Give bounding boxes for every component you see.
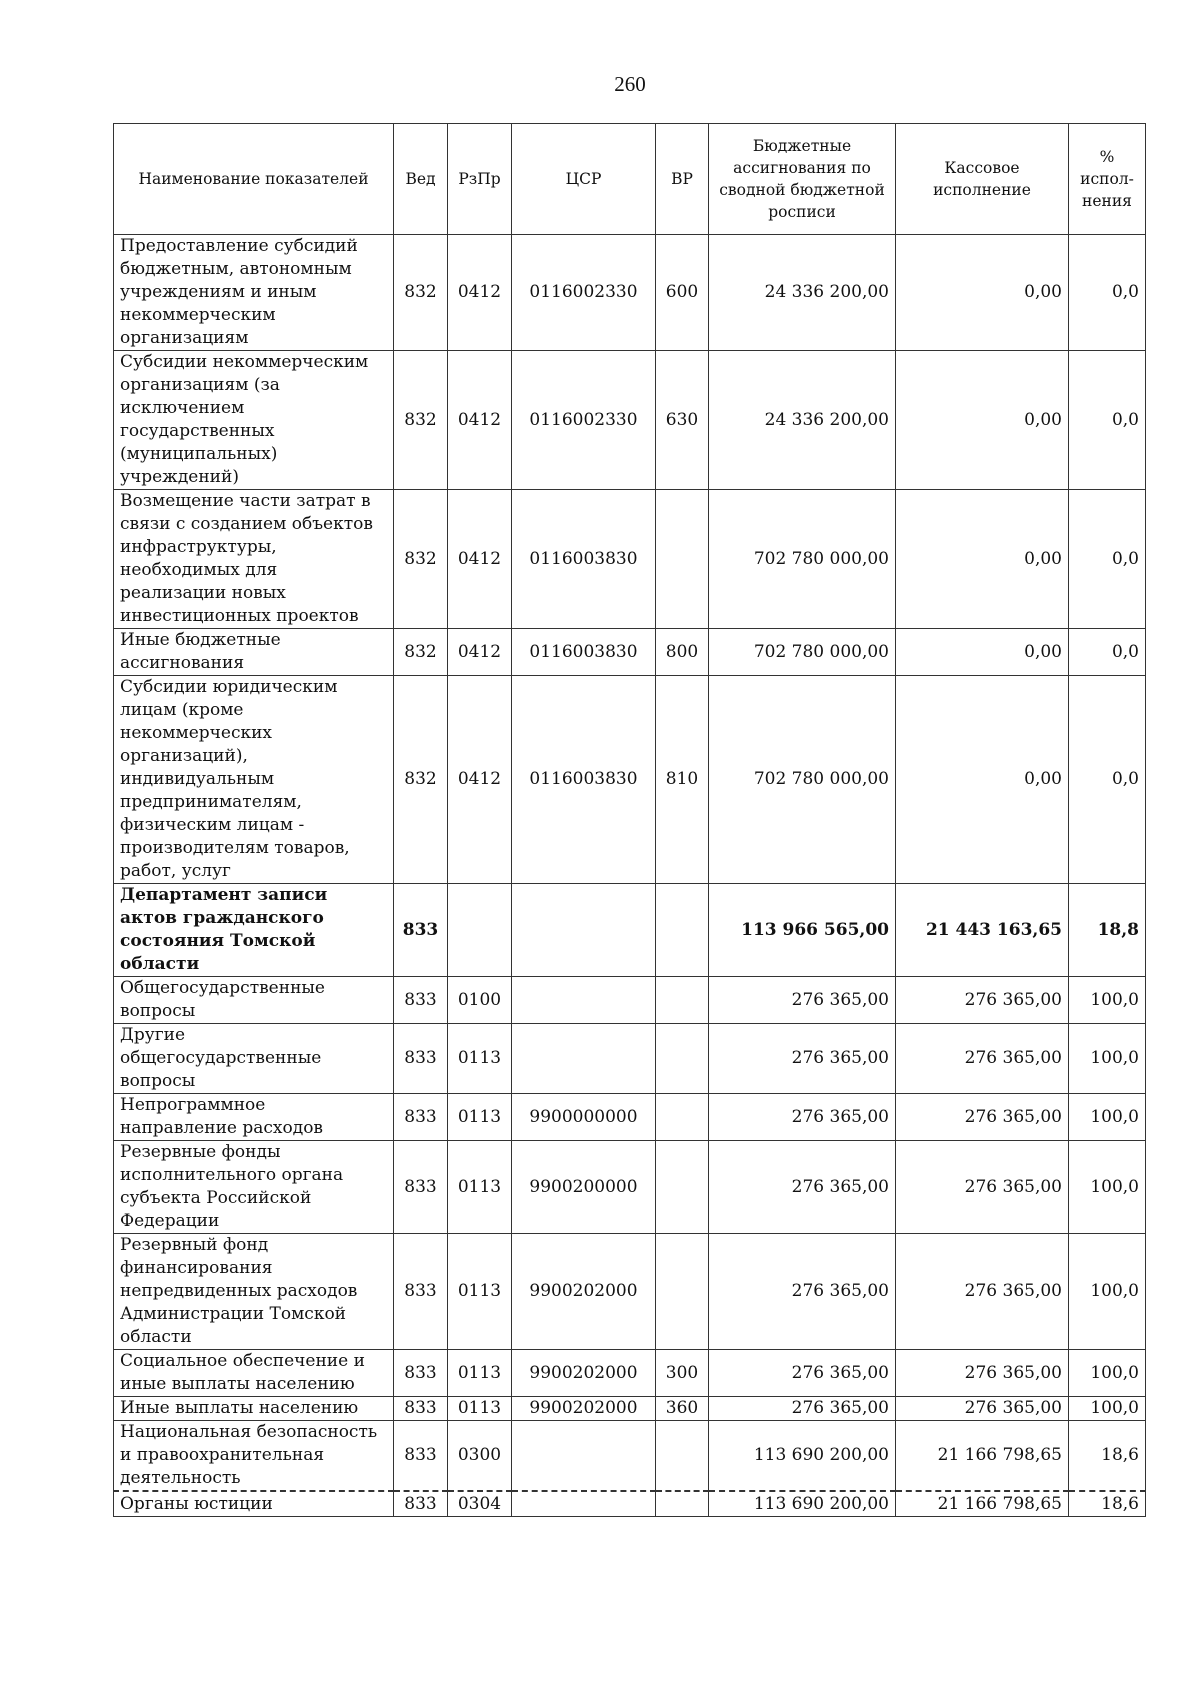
cell-csr <box>512 977 656 1024</box>
table-row <box>114 1234 1146 1350</box>
cell-cash: 21 166 798,65 <box>896 1421 1069 1492</box>
cell-name: Возмещение части затрат в связи с созданием объектов инфраструктуры, необходимых для реализации новых инвестиционных проектов <box>114 490 394 629</box>
table-row <box>114 351 1146 490</box>
cell-percent: 18,6 <box>1069 1491 1146 1517</box>
table-row <box>114 1094 1146 1141</box>
cell-name: Общегосударственные вопросы <box>114 977 394 1024</box>
cell-vr <box>656 1024 709 1094</box>
cell-percent: 0,0 <box>1069 351 1146 490</box>
cell-percent: 0,0 <box>1069 676 1146 884</box>
cell-name: Национальная безопасность и правоохранительная деятельность <box>114 1421 394 1492</box>
cell-vr: 630 <box>656 351 709 490</box>
cell-rzpr: 0412 <box>448 629 512 676</box>
cell-budget: 24 336 200,00 <box>709 235 896 351</box>
cell-csr: 0116003830 <box>512 676 656 884</box>
cell-rzpr: 0100 <box>448 977 512 1024</box>
page-number: 260 <box>614 72 646 96</box>
cell-name: Органы юстиции <box>114 1491 394 1517</box>
cell-name: Субсидии юридическим лицам (кроме некоммерческих организаций), индивидуальным предпринимателям, физическим лицам - производителям товаров, работ, услуг <box>114 676 394 884</box>
cell-budget: 702 780 000,00 <box>709 676 896 884</box>
cell-ved: 832 <box>394 235 448 351</box>
cell-ved: 833 <box>394 1141 448 1234</box>
table-row <box>114 977 1146 1024</box>
cell-cash: 0,00 <box>896 629 1069 676</box>
cell-name: Субсидии некоммерческим организациям (за исключением государственных (муниципальных) учреждений) <box>114 351 394 490</box>
cell-budget: 113 690 200,00 <box>709 1421 896 1492</box>
cell-vr: 810 <box>656 676 709 884</box>
table-row <box>114 235 1146 351</box>
cell-percent: 100,0 <box>1069 1397 1146 1421</box>
cell-vr: 360 <box>656 1397 709 1421</box>
cell-rzpr: 0300 <box>448 1421 512 1492</box>
cell-budget: 113 690 200,00 <box>709 1491 896 1517</box>
cell-budget: 113 966 565,00 <box>709 884 896 977</box>
cell-percent: 100,0 <box>1069 977 1146 1024</box>
cell-rzpr <box>448 884 512 977</box>
cell-name: Резервные фонды исполнительного органа субъекта Российской Федерации <box>114 1141 394 1234</box>
table-row <box>114 1421 1146 1492</box>
cell-csr: 9900200000 <box>512 1141 656 1234</box>
cell-rzpr: 0412 <box>448 351 512 490</box>
cell-percent: 0,0 <box>1069 629 1146 676</box>
cell-name: Другие общегосударственные вопросы <box>114 1024 394 1094</box>
cell-budget: 702 780 000,00 <box>709 490 896 629</box>
cell-vr: 600 <box>656 235 709 351</box>
cell-ved: 833 <box>394 1491 448 1517</box>
table-row <box>114 676 1146 884</box>
cell-name: Предоставление субсидий бюджетным, автономным учреждениям и иным некоммерческим организациям <box>114 235 394 351</box>
cell-cash: 0,00 <box>896 490 1069 629</box>
cell-csr <box>512 884 656 977</box>
cell-rzpr: 0113 <box>448 1234 512 1350</box>
cell-vr <box>656 1094 709 1141</box>
cell-name: Непрограммное направление расходов <box>114 1094 394 1141</box>
cell-cash: 276 365,00 <box>896 1024 1069 1094</box>
header-percent: % испол-нения <box>1069 124 1146 235</box>
table-row <box>114 1397 1146 1421</box>
cell-csr: 9900202000 <box>512 1234 656 1350</box>
cell-ved: 833 <box>394 977 448 1024</box>
cell-ved: 833 <box>394 1350 448 1397</box>
cell-name: Иные бюджетные ассигнования <box>114 629 394 676</box>
cell-budget: 276 365,00 <box>709 977 896 1024</box>
cell-rzpr: 0113 <box>448 1094 512 1141</box>
cell-name: Резервный фонд финансирования непредвиденных расходов Администрации Томской области <box>114 1234 394 1350</box>
table-row <box>114 629 1146 676</box>
cell-percent: 0,0 <box>1069 490 1146 629</box>
table-header-row <box>114 124 1146 235</box>
cell-budget: 276 365,00 <box>709 1024 896 1094</box>
cell-vr: 800 <box>656 629 709 676</box>
table-row <box>114 490 1146 629</box>
budget-execution-table <box>113 123 1146 1517</box>
cell-cash: 21 166 798,65 <box>896 1491 1069 1517</box>
cell-cash: 276 365,00 <box>896 1234 1069 1350</box>
cell-ved: 833 <box>394 1397 448 1421</box>
cell-csr <box>512 1024 656 1094</box>
cell-ved: 833 <box>394 1094 448 1141</box>
cell-ved: 832 <box>394 351 448 490</box>
cell-rzpr: 0412 <box>448 490 512 629</box>
header-name: Наименование показателей <box>114 124 394 235</box>
cell-csr: 0116003830 <box>512 629 656 676</box>
table-row <box>114 1350 1146 1397</box>
header-ved: Вед <box>394 124 448 235</box>
cell-percent: 18,6 <box>1069 1421 1146 1492</box>
cell-csr <box>512 1491 656 1517</box>
cell-percent: 100,0 <box>1069 1024 1146 1094</box>
cell-percent: 0,0 <box>1069 235 1146 351</box>
table-row <box>114 1024 1146 1094</box>
cell-rzpr: 0412 <box>448 235 512 351</box>
cell-ved: 832 <box>394 676 448 884</box>
cell-percent: 100,0 <box>1069 1350 1146 1397</box>
cell-csr: 0116003830 <box>512 490 656 629</box>
cell-cash: 0,00 <box>896 351 1069 490</box>
cell-ved: 832 <box>394 629 448 676</box>
cell-csr: 0116002330 <box>512 235 656 351</box>
cell-cash: 276 365,00 <box>896 1350 1069 1397</box>
cell-ved: 833 <box>394 1421 448 1492</box>
table-row <box>114 1141 1146 1234</box>
header-vr: ВР <box>656 124 709 235</box>
cell-percent: 100,0 <box>1069 1234 1146 1350</box>
cell-cash: 276 365,00 <box>896 1094 1069 1141</box>
cell-csr <box>512 1421 656 1492</box>
table-body <box>114 235 1146 1517</box>
cell-vr <box>656 977 709 1024</box>
cell-budget: 276 365,00 <box>709 1234 896 1350</box>
cell-vr <box>656 884 709 977</box>
cell-vr <box>656 1421 709 1492</box>
cell-csr: 0116002330 <box>512 351 656 490</box>
cell-rzpr: 0113 <box>448 1024 512 1094</box>
cell-name: Социальное обеспечение и иные выплаты населению <box>114 1350 394 1397</box>
cell-cash: 276 365,00 <box>896 1397 1069 1421</box>
header-csr: ЦСР <box>512 124 656 235</box>
cell-budget: 702 780 000,00 <box>709 629 896 676</box>
cell-rzpr: 0304 <box>448 1491 512 1517</box>
table-row <box>114 1491 1146 1517</box>
cell-percent: 18,8 <box>1069 884 1146 977</box>
cell-budget: 24 336 200,00 <box>709 351 896 490</box>
cell-vr <box>656 1491 709 1517</box>
table-row <box>114 884 1146 977</box>
cell-rzpr: 0412 <box>448 676 512 884</box>
cell-rzpr: 0113 <box>448 1397 512 1421</box>
header-cash: Кассовое исполнение <box>896 124 1069 235</box>
cell-cash: 21 443 163,65 <box>896 884 1069 977</box>
cell-budget: 276 365,00 <box>709 1094 896 1141</box>
cell-rzpr: 0113 <box>448 1350 512 1397</box>
cell-name: Иные выплаты населению <box>114 1397 394 1421</box>
cell-rzpr: 0113 <box>448 1141 512 1234</box>
cell-budget: 276 365,00 <box>709 1397 896 1421</box>
cell-cash: 0,00 <box>896 235 1069 351</box>
cell-budget: 276 365,00 <box>709 1350 896 1397</box>
cell-cash: 0,00 <box>896 676 1069 884</box>
cell-csr: 9900000000 <box>512 1094 656 1141</box>
cell-csr: 9900202000 <box>512 1350 656 1397</box>
cell-csr: 9900202000 <box>512 1397 656 1421</box>
cell-name: Департамент записи актов гражданского состояния Томской области <box>114 884 394 977</box>
header-rzpr: РзПр <box>448 124 512 235</box>
cell-ved: 833 <box>394 1024 448 1094</box>
cell-vr: 300 <box>656 1350 709 1397</box>
cell-vr <box>656 1141 709 1234</box>
cell-ved: 832 <box>394 490 448 629</box>
cell-ved: 833 <box>394 884 448 977</box>
cell-percent: 100,0 <box>1069 1141 1146 1234</box>
cell-percent: 100,0 <box>1069 1094 1146 1141</box>
cell-cash: 276 365,00 <box>896 1141 1069 1234</box>
cell-vr <box>656 1234 709 1350</box>
cell-cash: 276 365,00 <box>896 977 1069 1024</box>
cell-budget: 276 365,00 <box>709 1141 896 1234</box>
header-budget: Бюджетные ассигнования по сводной бюджетной росписи <box>709 124 896 235</box>
cell-vr <box>656 490 709 629</box>
cell-ved: 833 <box>394 1234 448 1350</box>
